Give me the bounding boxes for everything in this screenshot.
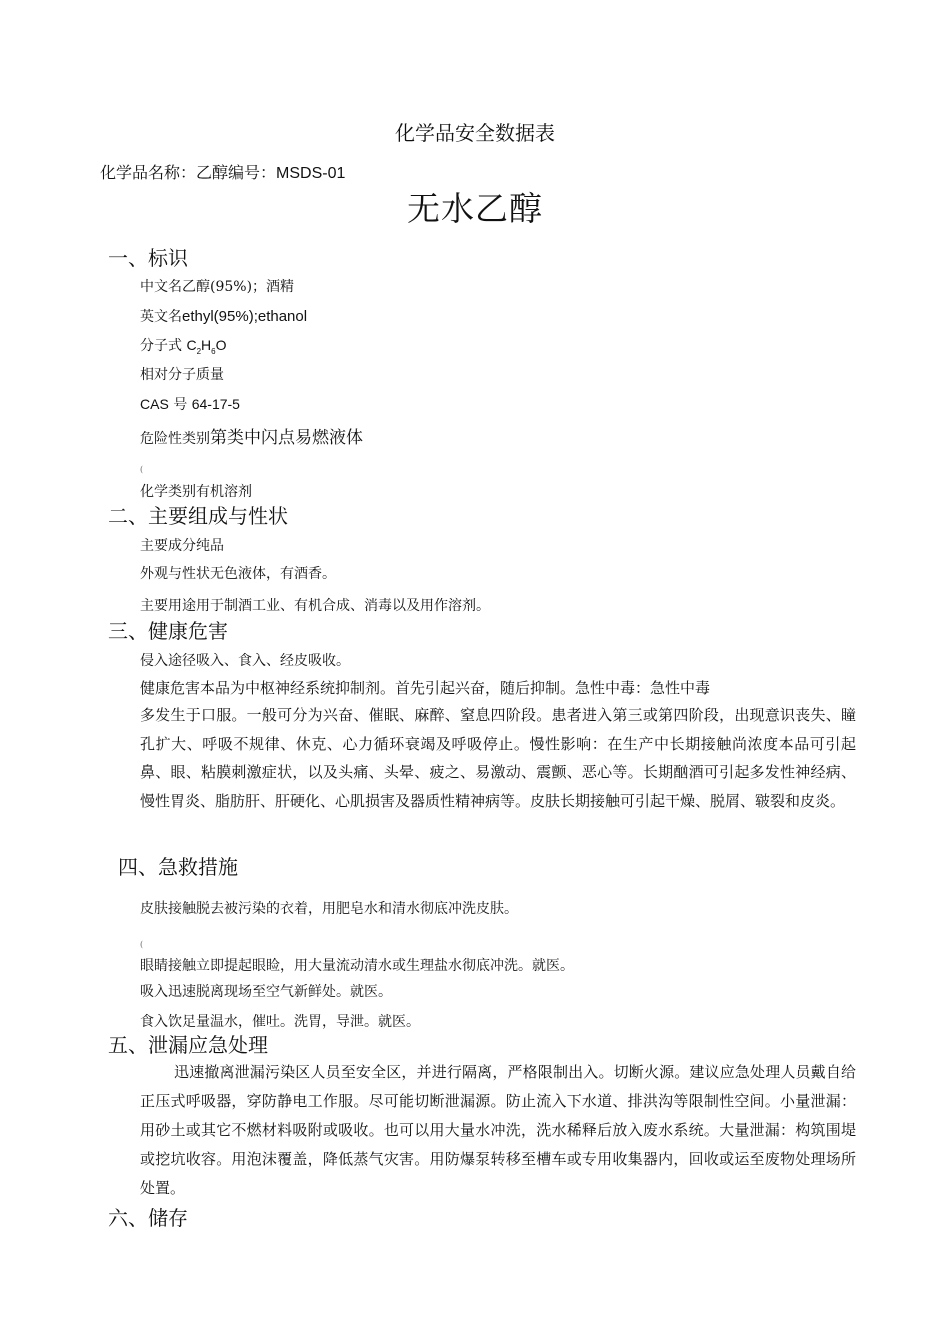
english-name-value: ethyl(95%);ethanol — [182, 308, 308, 325]
chinese-name-label: 中文名 — [140, 279, 182, 295]
ingestion-line: 食入饮足量温水，催吐。洗胃，导泄。就医。 — [140, 1014, 420, 1030]
inhalation-line: 吸入迅速脱离现场至空气新鲜处。就医。 — [140, 984, 392, 1000]
main-component-line: 主要成分纯品 — [140, 538, 224, 554]
marker-glyph-2: ( — [140, 940, 144, 949]
section-heading-composition: 二、主要组成与性状 — [108, 504, 288, 528]
document-title: 化学品安全数据表 — [395, 121, 555, 145]
cas-line — [140, 394, 240, 414]
section-heading-identification: 一、标识 — [108, 246, 188, 270]
chinese-name-line — [140, 276, 294, 296]
formula-label: 分子式 — [140, 338, 182, 354]
hazard-class-line — [140, 423, 363, 448]
english-name-label: 英文名 — [140, 309, 182, 325]
main-title: 无水乙醇 — [407, 189, 543, 228]
formula-line — [140, 335, 227, 356]
cas-label-cn: 号 — [168, 397, 192, 413]
cas-value: 64-17-5 — [191, 396, 240, 412]
main-use-line: 主要用途用于制酒工业、有机合成、消毒以及用作溶剂。 — [140, 598, 490, 614]
eye-contact-line: 眼睛接触立即提起眼睑，用大量流动清水或生理盐水彻底冲洗。就医。 — [140, 958, 574, 974]
cas-label-en: CAS — [140, 396, 169, 412]
hazard-class-value: 第类中闪点易燃液体 — [210, 428, 363, 448]
leak-response-paragraph: 迅速撤离泄漏污染区人员至安全区，并进行隔离，严格限制出入。切断火源。建议应急处理人员戴自给正压式呼吸器，穿防静电工作服。尽可能切断泄漏源。防止流入下水道、排洪沟等限制性空间。小量泄漏：用砂土或其它不燃材料吸附或吸收。也可以用大量水冲洗，洗水稀释后放入废水系统。大量泄漏：构筑围堤或挖坑收容。用泡沫覆盖，降低蒸气灾害。用防爆泵转移至槽车或专用收集器内，回收或运至废物处理场所处置。 — [140, 1063, 856, 1197]
english-name-line — [140, 306, 307, 326]
molecular-mass-line: 相对分子质量 — [140, 367, 224, 383]
chemical-class-line: 化学类别有机溶剂 — [140, 484, 252, 500]
health-hazard-line: 健康危害本品为中枢神经系统抑制剂。首先引起兴奋，随后抑制。急性中毒：急性中毒 — [140, 679, 711, 697]
section-heading-health-hazard: 三、健康危害 — [108, 619, 228, 643]
section-heading-first-aid: 四、急救措施 — [118, 855, 238, 879]
section-heading-leak-response: 五、泄漏应急处理 — [108, 1033, 268, 1057]
appearance-line: 外观与性状无色液体，有酒香。 — [140, 566, 336, 582]
section-heading-storage: 六、储存 — [108, 1206, 188, 1230]
hazard-class-label: 危险性类别 — [140, 431, 210, 447]
document-code: MSDS-01 — [276, 165, 346, 182]
exposure-route-line: 侵入途径吸入、食入、经皮吸收。 — [140, 653, 350, 669]
chemical-name-line — [100, 160, 345, 183]
marker-glyph: ( — [140, 465, 144, 474]
chemical-name-label: 化学品名称：乙醇编号： — [100, 163, 277, 182]
formula-value: $C_2H_6O$ — [186, 337, 227, 356]
skin-contact-line: 皮肤接触脱去被污染的衣着，用肥皂水和清水彻底冲洗皮肤。 — [140, 901, 518, 917]
health-hazard-paragraph: 多发生于口服。一般可分为兴奋、催眠、麻醉、窒息四阶段。患者进入第三或第四阶段，出现意识丧失、瞳孔扩大、呼吸不规律、休克、心力循环衰竭及呼吸停止。慢性影响：在生产中长期接触尚浓度本品可引起鼻、眼、粘膜刺激症状，以及头痛、头晕、疲之、易激动、震颤、恶心等。长期酗酒可引起多发性神经病、慢性胃炎、脂肪肝、肝硬化、心肌损害及器质性精神病等。皮肤长期接触可引起干燥、脱屑、皲裂和皮炎。 — [140, 706, 856, 810]
chinese-name-value: 乙醇(95%)；酒精 — [182, 279, 295, 295]
